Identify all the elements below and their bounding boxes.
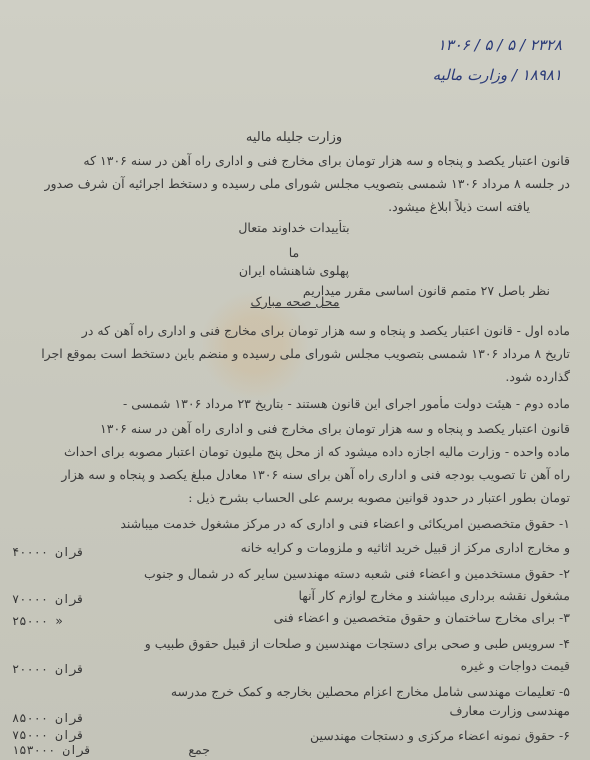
item-line: قیمت دواجات و غیره (460, 658, 570, 673)
ministry-title: وزارت جلیله مالیه (245, 130, 343, 145)
item-amount: ۷۵۰۰۰ قران (12, 728, 85, 742)
item-amount: ۲۰۰۰۰ قران (12, 662, 85, 676)
handwritten-reference-top: ۲۳۲۸ / ۵ / ۵ / ۱۳۰۶ (437, 36, 562, 54)
item-line: ۴- سرویس طبی و صحی برای دستجات مهندسین و صلحات از قبیل حقوق طبیب و (144, 636, 570, 651)
item-line: مشغول نقشه برداری میباشند و مخارج لوازم کار آنها (298, 588, 570, 603)
item-line: مهندسی وزارت معارف (449, 703, 570, 718)
article-2-line: ماده دوم - هیئت دولت مأمور اجرای این قانون هستند - بتاریخ ۲۳ مرداد ۱۳۰۶ شمسی - (123, 396, 570, 411)
item-amount: ۸۵۰۰۰ قران (12, 711, 85, 725)
item-line: ۱- حقوق متخصصین امریکائی و اعضاء فنی و اداری که در مرکز مشغول خدمت میباشند (120, 516, 570, 531)
law-body-line-3: تومان بطور اعتبار در حدود قوانین مصوبه برسم علی الحساب بشرح ذیل : (188, 490, 570, 505)
item-line: ۲- حقوق مستخدمین و اعضاء فنی شعبه دسته مهندسین سایر که در شمال و جنوب (144, 566, 570, 581)
law-title: قانون اعتبار یکصد و پنجاه و سه هزار تومان برای مخارج فنی و اداری راه آهن در سنه ۱۳۰۶ (100, 421, 570, 436)
article-1-line-1: ماده اول - قانون اعتبار یکصد و پنجاه و سه هزار تومان برای مخارج فنی و اداری راه آهن که در (81, 323, 570, 338)
article-1-line-3: گذارده شود. (505, 369, 570, 384)
item-amount: ۷۰۰۰۰ قران (12, 592, 85, 606)
salutation-line-2: ما (288, 245, 300, 260)
intro-line-3: یافته است ذیلاً ابلاغ میشود. (388, 199, 530, 214)
item-amount: ۴۰۰۰۰ قران (12, 545, 85, 559)
royal-assent-place: محل صحه مبارک (250, 294, 340, 309)
article-1-line-2: تاریخ ۸ مرداد ۱۳۰۶ شمسی بتصویب مجلس شورای ملی رسیده و منضم باین دستخط است بموقع اجرا (41, 346, 570, 361)
intro-line-2: در جلسه ۸ مرداد ۱۳۰۶ شمسی بتصویب مجلس شورای ملی رسیده و دستخط اجرائیه آن شرف صدور (44, 176, 570, 191)
intro-line-1: قانون اعتبار یکصد و پنجاه و سه هزار تومان برای مخارج فنی و اداری راه آهن در سنه ۱۳۰۶ که (83, 153, 570, 168)
total-amount: ۱۵۳۰۰۰ قران (12, 743, 92, 757)
item-line: و مخارج اداری مرکز از قبیل خرید اثاثیه و ملزومات و کرایه خانه (240, 540, 570, 555)
salutation-line-4: نظر باصل ۲۷ متمم قانون اساسی مقرر میداریم (302, 283, 550, 298)
item-line: ۶- حقوق نمونه اعضاء مرکزی و دستجات مهندسین (309, 728, 570, 743)
item-amount: ۲۵۰۰۰ » (12, 614, 63, 628)
total-label: جمع (188, 742, 210, 757)
item-line: ۳- برای مخارج ساختمان و حقوق متخصصین و اعضاء فنی (273, 610, 570, 625)
handwritten-reference-number: ۱۸۹۸۱ / وزارت مالیه (432, 66, 562, 84)
law-body-line-1: ماده واحده - وزارت مالیه اجازه داده میشود که از محل پنج ملیون تومان اعتبار مصوبه برای احداث (64, 444, 570, 459)
law-body-line-2: راه آهن تا تصویب بودجه فنی و اداری راه آهن برای سنه ۱۳۰۶ معادل مبلغ یکصد و پنجاه و سه هزار (61, 467, 570, 482)
item-line: ۵- تعلیمات مهندسی شامل مخارج اعزام محصلین بخارجه و کمک خرج مدرسه (170, 684, 570, 699)
salutation-line-3: پهلوی شاهنشاه ایران (238, 263, 350, 278)
salutation-line-1: بتأییدات خداوند متعال (238, 220, 350, 235)
